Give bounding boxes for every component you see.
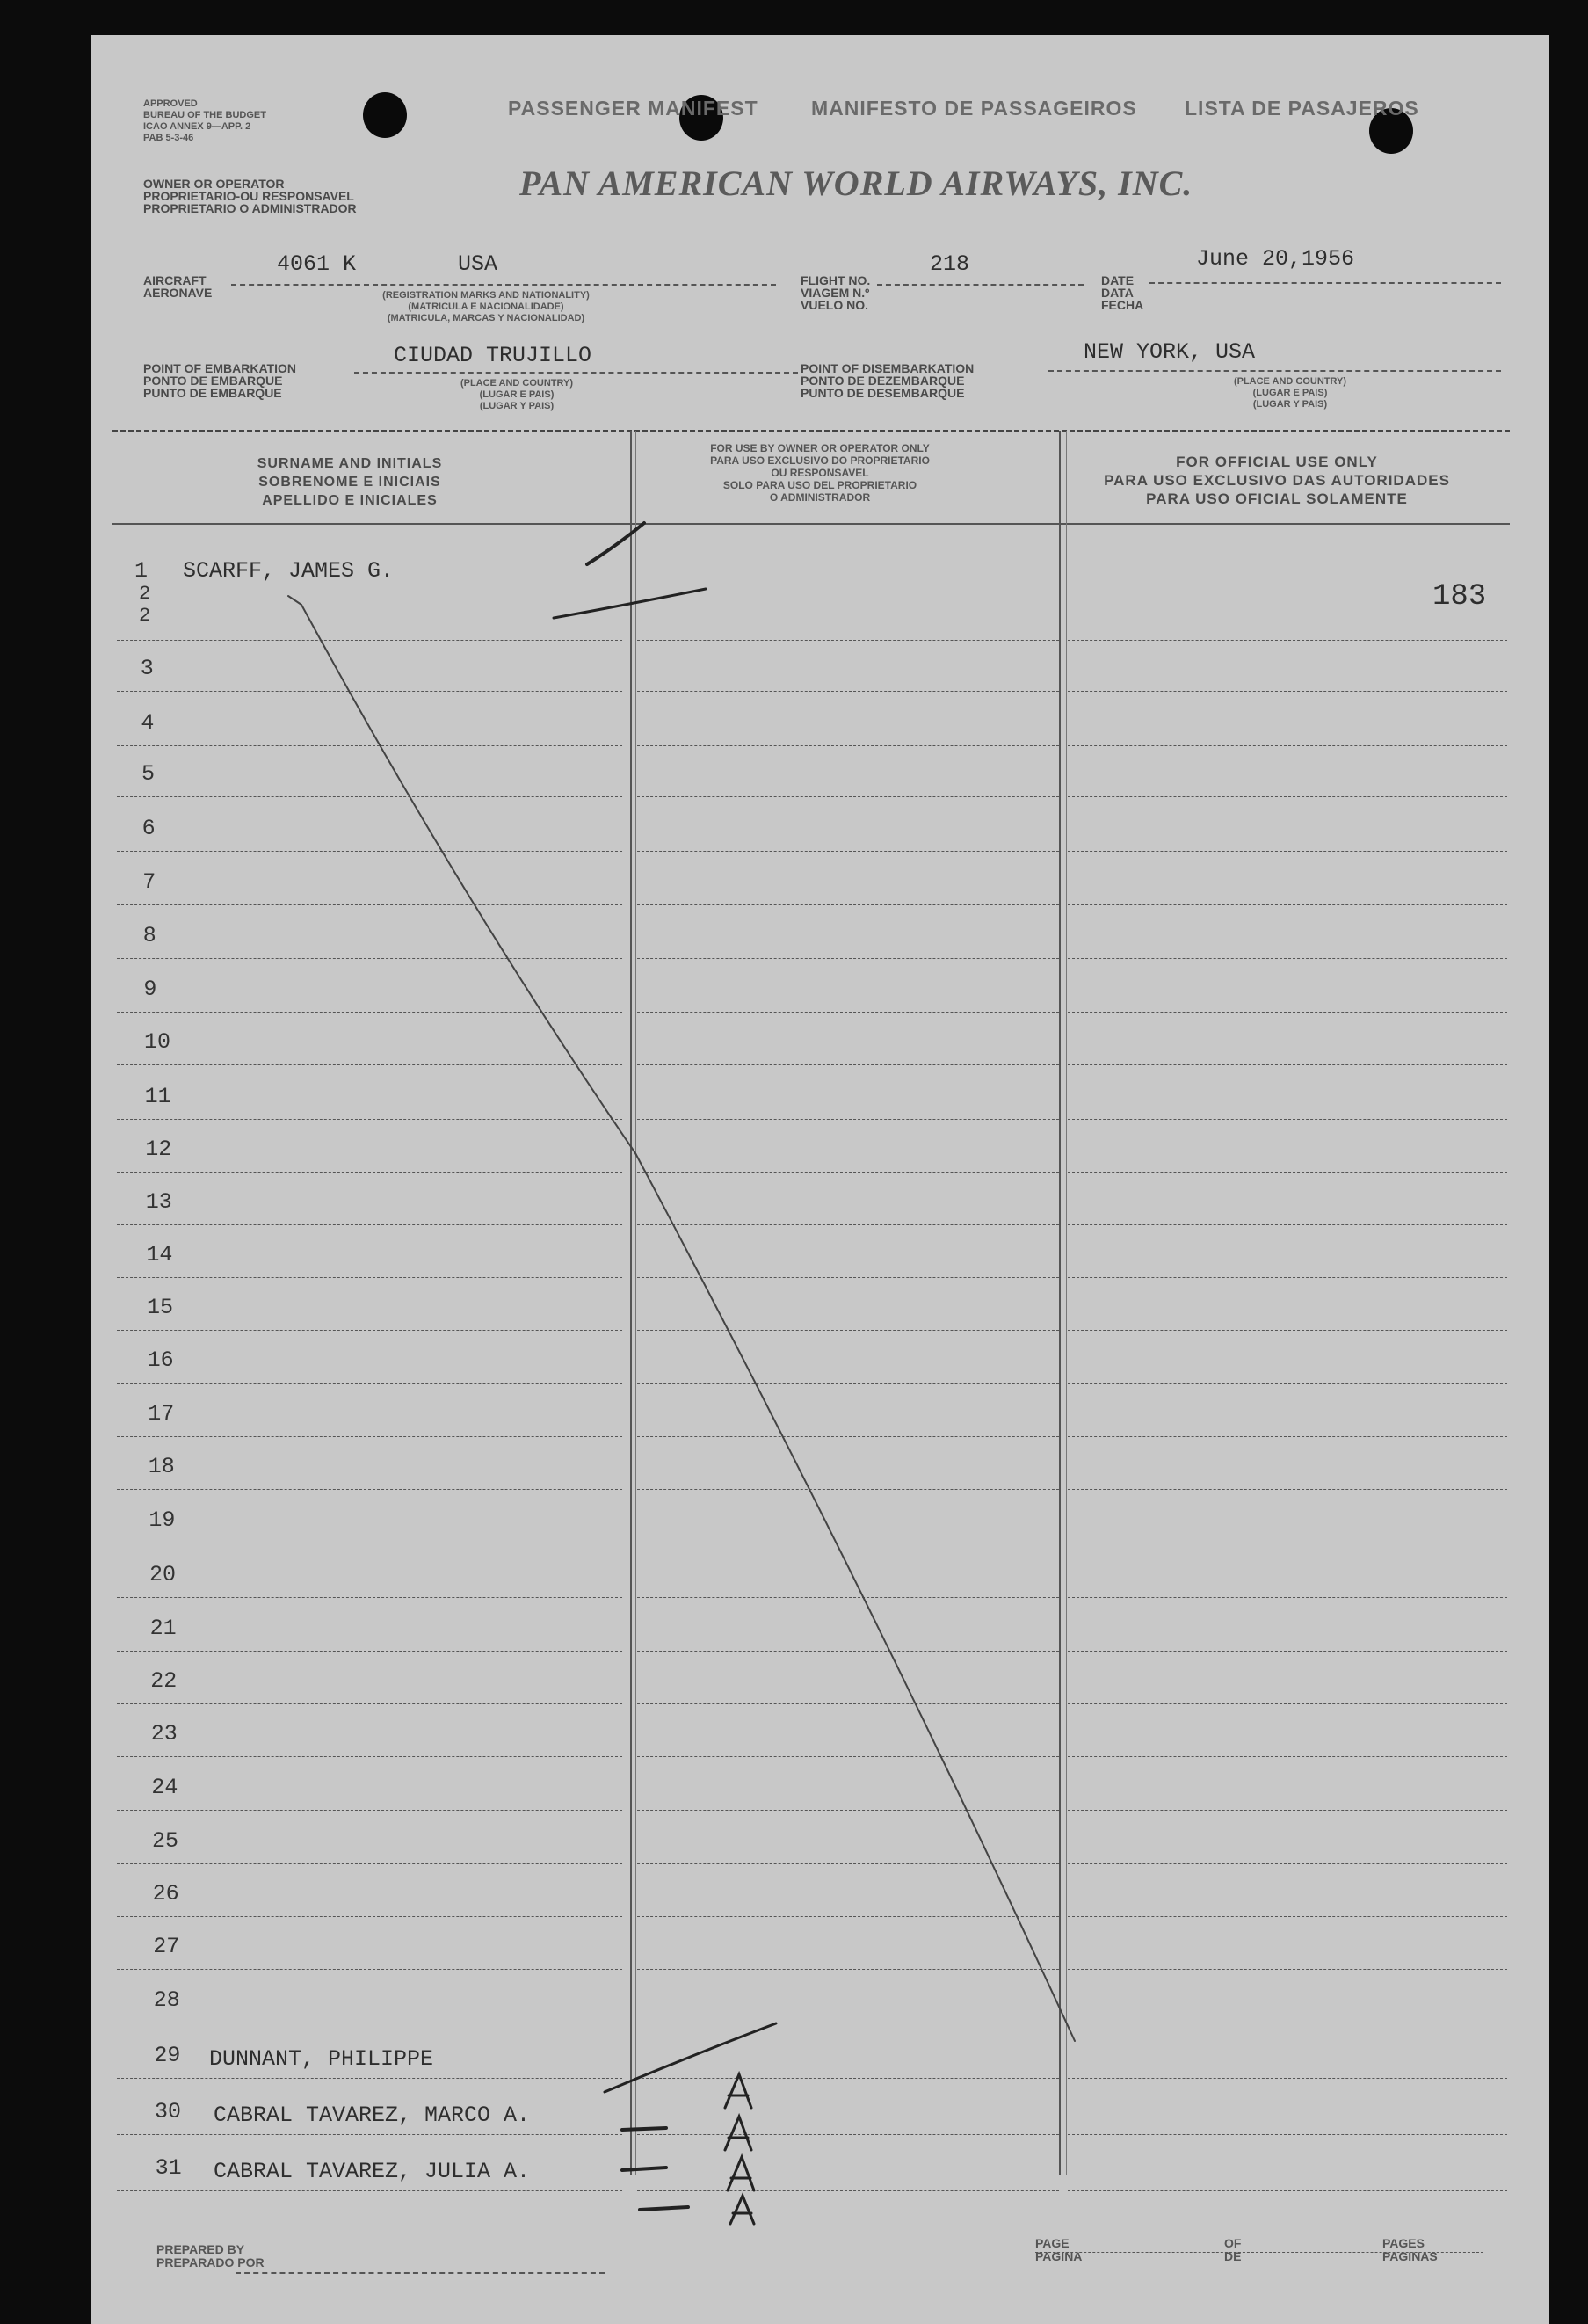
row-number: 8 [142, 923, 156, 948]
prepared-by-es: PREPARADO POR [156, 2255, 265, 2270]
disembark-caption-line: (LUGAR E PAIS) [1252, 388, 1328, 398]
row-number: 31 [155, 2155, 182, 2181]
row-number: 9 [143, 977, 157, 1002]
pages-label-en: PAGES [1382, 2236, 1425, 2250]
row-number: 17 [148, 1401, 175, 1427]
handwritten-letter-a [725, 2074, 751, 2108]
row-number: 11 [144, 1084, 171, 1109]
disembark-label-pt: PONTO DE DEZEMBARQUE [801, 374, 965, 388]
owner-use-header-line: O ADMINISTRADOR [769, 491, 871, 504]
date-label-es: FECHA [1101, 298, 1144, 312]
handwritten-letter-a [725, 2117, 751, 2150]
disembark-value: NEW YORK, USA [1084, 339, 1256, 365]
title-spanish: LISTA DE PASAJEROS [1185, 97, 1419, 120]
pencil-strike-line [288, 596, 1075, 2041]
pen-check-mark [554, 589, 706, 618]
row-number: 5 [141, 761, 156, 787]
title-portuguese: MANIFESTO DE PASSAGEIROS [811, 97, 1137, 120]
row-number: 13 [145, 1189, 172, 1215]
registration-caption-line: (MATRICULA, MARCAS Y NACIONALIDAD) [387, 313, 585, 323]
handwritten-letter-a [728, 2157, 754, 2190]
approval-line: APPROVED [143, 98, 198, 109]
page-stamp: 183 [1432, 580, 1487, 614]
aircraft-nationality: USA [458, 251, 498, 277]
owner-use-header-line: OU RESPONSAVEL [771, 467, 869, 479]
row-number: 16 [147, 1347, 174, 1373]
row-number: 2 [139, 605, 151, 627]
title-english: PASSENGER MANIFEST [508, 97, 758, 120]
row-number: 1 [134, 558, 149, 584]
row-number: 30 [155, 2099, 182, 2124]
of-label-en: OF [1224, 2236, 1242, 2250]
passenger-name: CABRAL TAVAREZ, MARCO A. [214, 2102, 531, 2128]
prepared-by-en: PREPARED BY [156, 2242, 245, 2256]
pen-dash-mark [622, 2168, 666, 2170]
passenger-name: DUNNANT, PHILIPPE [209, 2046, 434, 2072]
owner-use-header-line: FOR USE BY OWNER OR OPERATOR ONLY [710, 442, 930, 454]
passenger-name: CABRAL TAVAREZ, JULIA A. [214, 2159, 531, 2184]
aircraft-value: 4061 K [277, 251, 357, 277]
owner-label-en: OWNER OR OPERATOR [143, 177, 285, 191]
row-number: 14 [146, 1242, 173, 1267]
embark-label-pt: PONTO DE EMBARQUE [143, 374, 283, 388]
pen-check-mark [605, 2023, 776, 2092]
row-number: 18 [148, 1454, 175, 1479]
passenger-name: SCARFF, JAMES G. [183, 558, 395, 584]
row-number: 21 [149, 1616, 177, 1641]
handwritten-letter-a [730, 2196, 754, 2224]
disembark-caption-line: (LUGAR Y PAIS) [1252, 399, 1328, 410]
row-number: 22 [150, 1668, 178, 1694]
row-number: 12 [145, 1137, 172, 1162]
row-number: 25 [152, 1828, 179, 1854]
page-label-es: PAGINA [1035, 2249, 1083, 2263]
manifest-sheet [91, 35, 1549, 2324]
row-number: 6 [141, 816, 156, 841]
row-number: 23 [150, 1721, 178, 1747]
date-label-pt: DATA [1101, 286, 1134, 300]
names-header-line: SOBRENOME E INICIAIS [258, 475, 441, 490]
approval-line: PAB 5-3-46 [143, 133, 194, 143]
owner-use-header-line: SOLO PARA USO DEL PROPRIETARIO [722, 479, 917, 491]
aircraft-label-en: AIRCRAFT [143, 273, 207, 287]
official-use-header-line: PARA USO EXCLUSIVO DAS AUTORIDADES [1104, 472, 1450, 489]
page-label-en: PAGE [1035, 2236, 1070, 2250]
row-number: 4 [141, 710, 155, 736]
registration-caption-line: (MATRICULA E NACIONALIDADE) [408, 301, 564, 312]
approval-line: BUREAU OF THE BUDGET [143, 110, 266, 120]
row-number: 2 [139, 583, 151, 605]
pen-check-mark [587, 523, 644, 564]
row-number: 15 [147, 1295, 174, 1320]
registration-caption-line: (REGISTRATION MARKS AND NATIONALITY) [382, 290, 590, 301]
owner-use-header-line: PARA USO EXCLUSIVO DO PROPRIETARIO [710, 454, 930, 467]
row-number: 19 [149, 1507, 176, 1533]
disembark-label-en: POINT OF DISEMBARKATION [801, 361, 975, 375]
embark-caption-line: (LUGAR Y PAIS) [479, 401, 555, 411]
disembark-label-es: PUNTO DE DESEMBARQUE [801, 386, 965, 400]
embark-caption-line: (PLACE AND COUNTRY) [460, 378, 574, 389]
row-number: 27 [153, 1934, 180, 1959]
pages-label-es: PAGINAS [1382, 2249, 1438, 2263]
owner-label-es: PROPRIETARIO O ADMINISTRADOR [143, 201, 357, 215]
flight-label-en: FLIGHT NO. [801, 273, 871, 287]
date-value: June 20,1956 [1196, 246, 1355, 272]
row-number: 7 [142, 869, 156, 895]
row-number: 20 [149, 1562, 177, 1587]
aircraft-label-pt: AERONAVE [143, 286, 213, 300]
names-header-line: APELLIDO E INICIALES [262, 493, 438, 508]
disembark-caption-line: (PLACE AND COUNTRY) [1233, 376, 1347, 387]
handwriting-overlay [91, 35, 1549, 2324]
embark-value: CIUDAD TRUJILLO [394, 343, 592, 368]
of-label-es: DE [1224, 2249, 1242, 2263]
row-number: 24 [151, 1775, 178, 1800]
approval-line: ICAO ANNEX 9—APP. 2 [143, 121, 251, 132]
flight-label-es: VUELO NO. [801, 298, 869, 312]
row-number: 26 [152, 1881, 179, 1906]
pen-dash-mark [640, 2207, 688, 2210]
flight-value: 218 [930, 251, 970, 277]
embark-label-es: PUNTO DE EMBARQUE [143, 386, 282, 400]
embark-caption-line: (LUGAR E PAIS) [479, 389, 555, 400]
flight-label-pt: VIAGEM N.º [801, 286, 870, 300]
row-number: 29 [154, 2043, 181, 2068]
owner-label-pt: PROPRIETARIO-OU RESPONSAVEL [143, 189, 354, 203]
date-label-en: DATE [1101, 273, 1135, 287]
embark-label-en: POINT OF EMBARKATION [143, 361, 296, 375]
official-use-header-line: PARA USO OFICIAL SOLAMENTE [1146, 490, 1408, 507]
owner-value: PAN AMERICAN WORLD AIRWAYS, INC. [519, 163, 1193, 203]
names-header-line: SURNAME AND INITIALS [257, 456, 443, 471]
row-number: 28 [153, 1987, 180, 2013]
official-use-header-line: FOR OFFICIAL USE ONLY [1176, 454, 1378, 470]
row-number: 3 [140, 656, 154, 681]
pen-dash-mark [622, 2128, 666, 2130]
row-number: 10 [144, 1029, 171, 1055]
